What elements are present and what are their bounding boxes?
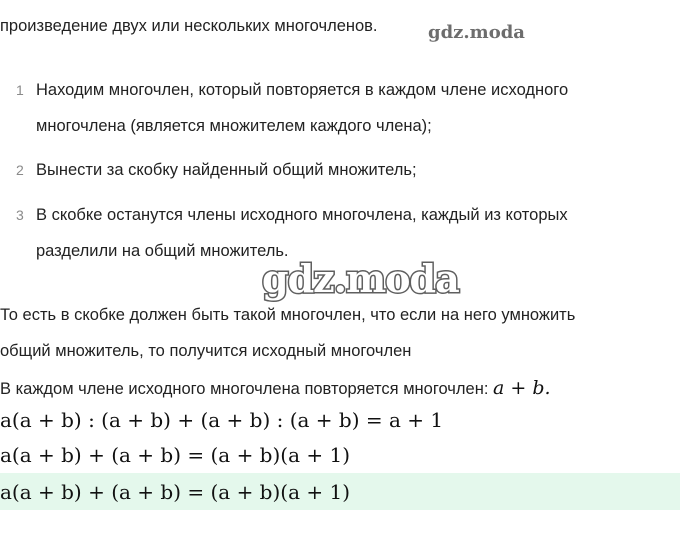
intro-text: произведение двух или нескольких многочленов. xyxy=(0,17,378,35)
explanation-line-2: общий множитель, то получится исходный многочлен xyxy=(0,342,412,360)
explanation-line-3-text: В каждом члене исходного многочлена повторяется многочлен: xyxy=(0,380,493,398)
step-2-line-1: Вынести за скобку найденный общий множитель; xyxy=(36,161,417,179)
explanation-line-1: То есть в скобке должен быть такой многочлен, что если на него умножить xyxy=(0,306,576,324)
answer-formula: a(a + b) + (a + b) = (a + b)(a + 1) xyxy=(0,480,351,504)
watermark-small: gdz.moda xyxy=(428,22,525,43)
step-3-line-1: В скобке останутся члены исходного многочлена, каждый из которых xyxy=(36,206,568,224)
explanation-line-3 xyxy=(0,376,551,400)
watermark-large: gdz.moda xyxy=(262,256,459,301)
step-3-line-2: разделили на общий множитель. xyxy=(36,242,289,260)
step-3-number: 3 xyxy=(16,207,24,223)
step-1-line-1: Находим многочлен, который повторяется в каждом члене исходного xyxy=(36,81,569,99)
step-2-number: 2 xyxy=(16,162,24,178)
explanation-line-3-math: a + b. xyxy=(493,377,551,399)
formula-2: a(a + b) + (a + b) = (a + b)(a + 1) xyxy=(0,443,351,467)
step-1-number: 1 xyxy=(16,82,24,98)
step-1-line-2: многочлена (является множителем каждого члена); xyxy=(36,117,432,135)
formula-1: a(a + b) : (a + b) + (a + b) : (a + b) = a + 1 xyxy=(0,408,444,432)
